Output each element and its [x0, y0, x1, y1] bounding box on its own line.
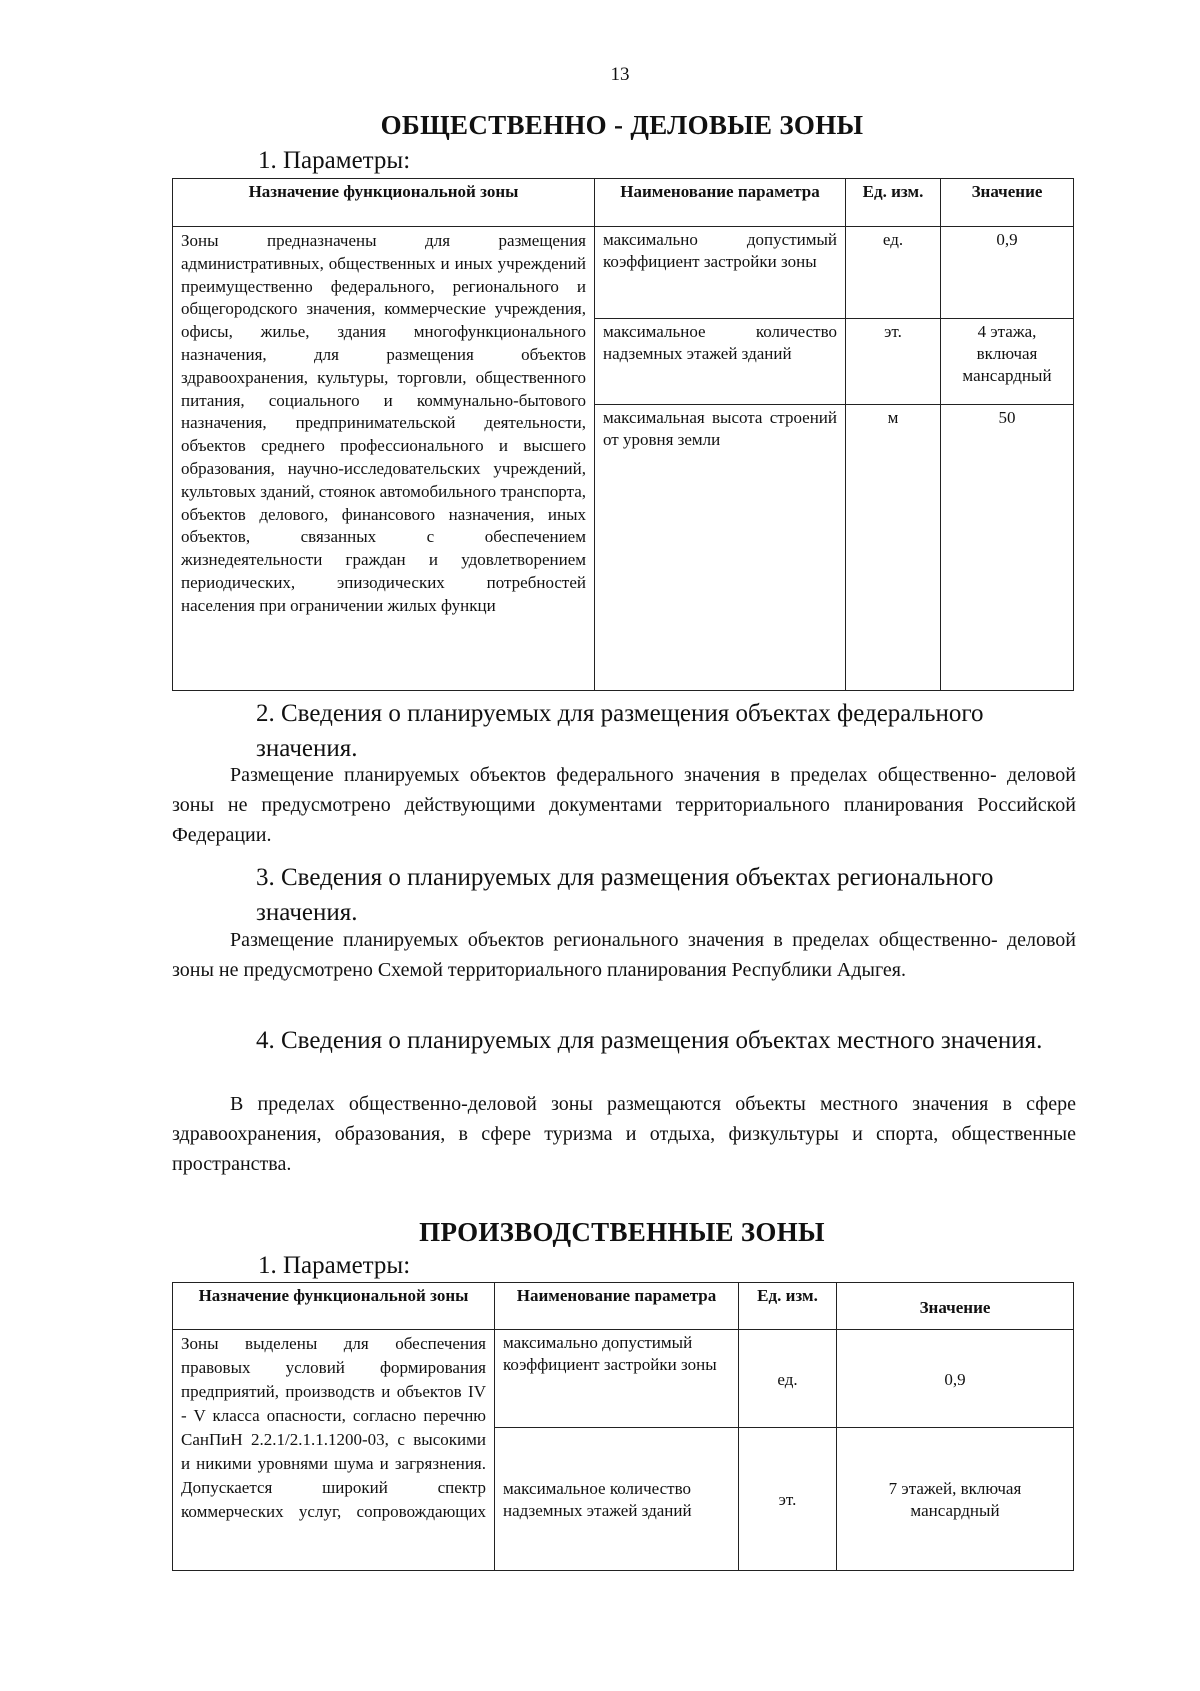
header-unit: Ед. изм. — [846, 179, 941, 227]
heading-local-text: 4. Сведения о планируемых для размещения объектах местного значения. — [256, 1027, 1043, 1054]
value-cell: 0,9 — [941, 227, 1074, 319]
value-cell: 50 — [941, 405, 1074, 691]
param-name-cell: максимальная высота строений от уровня земли — [595, 405, 846, 691]
param-name-cell: максимально допустимый коэффициент застройки зоны — [595, 227, 846, 319]
header-unit: Ед. изм. — [739, 1283, 837, 1330]
unit-cell: ед. — [846, 227, 941, 319]
paragraph-federal: Размещение планируемых объектов федерального значения в пределах общественно- деловой зоны не предусмотрено действующими документами территориального планирования Российской Федерации. — [172, 764, 1076, 846]
unit-cell: эт. — [739, 1428, 837, 1571]
heading-regional-text: 3. Сведения о планируемых для размещения объектах регионального значения. — [256, 864, 994, 926]
unit-cell: м — [846, 405, 941, 691]
header-value: Значение — [941, 179, 1074, 227]
section-title-public-business: ОБЩЕСТВЕННО - ДЕЛОВЫЕ ЗОНЫ — [380, 110, 864, 140]
page-number: 13 — [610, 64, 630, 85]
section-title-production: ПРОИЗВОДСТВЕННЫЕ ЗОНЫ — [419, 1217, 825, 1247]
param-name-cell: максимальное количество надземных этажей зданий — [595, 319, 846, 405]
value-cell: 0,9 — [837, 1330, 1074, 1428]
unit-cell: ед. — [739, 1330, 837, 1428]
unit-cell: эт. — [846, 319, 941, 405]
heading-regional — [172, 860, 1072, 930]
header-zone-purpose: Назначение функциональной зоны — [173, 1283, 495, 1330]
paragraph-local: В пределах общественно-деловой зоны размещаются объекты местного значения в сфере здравоохранения, образования, в сфере туризма и отдыха, физкультуры и спорта, общественные пространства. — [172, 1093, 1076, 1175]
params-label: 1. Параметры: — [258, 147, 411, 174]
header-param-name: Наименование параметра — [595, 179, 846, 227]
header-param-name: Наименование параметра — [495, 1283, 739, 1330]
value-cell: 4 этажа, включая мансардный — [941, 319, 1074, 405]
zone-purpose-cell: Зоны выделены для обеспечения правовых условий формирования предприятий, производств и объектов IV - V класса опасности, согласно перечню СанПиН 2.2.1/2.1.1.1200-03, с высокими и никими уровнями шума и загрязнения. Допускается широкий спектр коммерческих услуг, сопровождающих — [173, 1330, 495, 1571]
heading-federal-text: 2. Сведения о планируемых для размещения объектах федерального значения. — [256, 700, 984, 762]
heading-federal — [172, 696, 1072, 766]
heading-local — [172, 1023, 1072, 1058]
value-cell: 7 этажей, включая мансардный — [837, 1428, 1074, 1571]
params-table-production — [172, 1282, 1074, 1571]
params-table-public-business — [172, 178, 1074, 691]
header-value: Значение — [837, 1283, 1074, 1330]
param-name-cell: максимальное количество надземных этажей зданий — [495, 1428, 739, 1571]
params-label: 1. Параметры: — [258, 1252, 411, 1279]
header-zone-purpose: Назначение функциональной зоны — [173, 179, 595, 227]
zone-purpose-cell: Зоны предназначены для размещения административных, общественных и иных учреждений преимущественно федерального, регионального и общегородского значения, коммерческие учреждения, офисы, жилье, здания многофункционального назначения, для размещения объектов здравоохранения, культуры, торговли, общественного питания, социального и коммунально-бытового назначения, предпринимательской деятельности, объектов среднего профессионального и высшего образования, научно-исследовательских учреждений, культовых зданий, стоянок автомобильного транспорта, объектов делового, финансового назначения, иных объектов, связанных с обеспечением жизнедеятельности граждан и удовлетворением периодических, эпизодических потребностей населения при ограничении жилых функци — [173, 227, 595, 691]
paragraph-regional: Размещение планируемых объектов регионального значения в пределах общественно- деловой зоны не предусмотрено Схемой территориального планирования Республики Адыгея. — [172, 929, 1076, 981]
param-name-cell: максимально допустимый коэффициент застройки зоны — [495, 1330, 739, 1428]
